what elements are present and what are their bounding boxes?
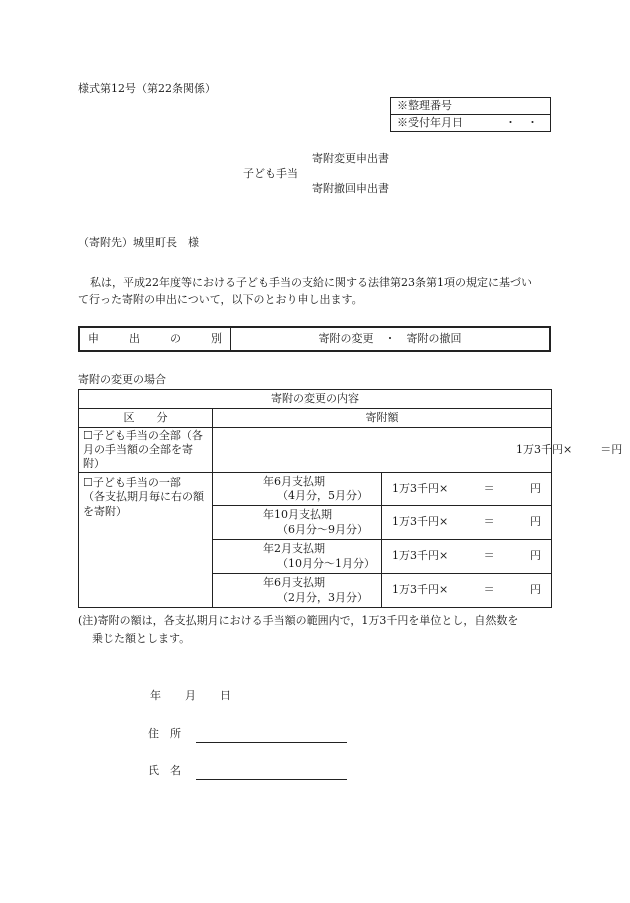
period-name: 年6月支払期 [263, 576, 325, 590]
period-amount-cell[interactable] [382, 473, 552, 506]
period-amount-text: 1万3千円× [392, 515, 449, 529]
label-char: 申 [88, 331, 99, 345]
period-months: （4月分，5月分） [277, 489, 368, 502]
col-header-category: 区 分 [79, 409, 213, 428]
change-details-table [78, 389, 623, 608]
form-number: 様式第12号（第22条関係） [78, 82, 216, 95]
option-full-line1: ☐子ども手当の全部（各 [83, 428, 203, 442]
yen-unit: 円 [530, 481, 542, 495]
option-full-cell[interactable] [79, 428, 213, 473]
body-text-line2: て行った寄附の申出について，以下のとおり申し出ます。 [78, 293, 363, 306]
section-heading: 寄附の変更の場合 [78, 373, 166, 386]
title-change: 寄附変更申出書 [312, 152, 389, 165]
yen-unit: 円 [611, 442, 623, 456]
period-amount-text: 1万3千円× [392, 549, 449, 563]
period-months: （2月分，3月分） [277, 590, 368, 604]
period-amount-cell[interactable] [382, 506, 552, 540]
address-label: 住 所 [148, 727, 181, 740]
period-amount-cell[interactable] [382, 540, 552, 574]
reference-number-label: ※整理番号 [391, 98, 551, 115]
addressee: （寄附先）城里町長 様 [78, 236, 199, 249]
table-title: 寄附の変更の内容 [79, 390, 552, 409]
yen-unit: 円 [530, 549, 542, 563]
date-month-label: 月 [185, 689, 196, 702]
option-partial-line1: ☐子ども手当の一部 [83, 476, 181, 489]
period-months: （6月分～9月分） [277, 522, 368, 536]
date-year-label: 年 [150, 689, 161, 702]
period-cell [213, 574, 382, 608]
period-name: 年10月支払期 [263, 508, 332, 522]
equals-sign: ＝ [483, 583, 495, 597]
name-label: 氏 名 [148, 764, 181, 777]
reference-box [390, 97, 551, 132]
request-type-box [78, 326, 551, 352]
label-char: の [170, 331, 181, 345]
yen-unit: 円 [530, 583, 542, 597]
period-cell [213, 506, 382, 540]
period-amount-cell[interactable] [382, 574, 552, 608]
received-date-cell [391, 115, 551, 132]
period-cell [213, 473, 382, 506]
yen-unit: 円 [530, 515, 542, 529]
period-amount-text: 1万3千円× [392, 481, 449, 495]
body-text-line1: 私は，平成22年度等における子ども手当の支給に関する法律第23条第1項の規定に基づい [90, 276, 532, 289]
address-input-line[interactable] [196, 742, 347, 743]
name-input-line[interactable] [196, 779, 347, 780]
received-date-label: ※受付年月日 [397, 115, 463, 129]
period-cell [213, 540, 382, 574]
period-months: （10月分～1月分） [277, 556, 375, 570]
equals-sign: ＝ [483, 549, 495, 563]
full-amount-cell[interactable] [213, 428, 623, 473]
label-char: 出 [129, 331, 140, 345]
option-partial-line2: （各支払期月毎に右の額 [83, 490, 204, 504]
label-char: 別 [211, 331, 222, 345]
equals-sign: ＝ [483, 481, 495, 495]
option-partial-cell[interactable] [79, 473, 213, 608]
title-prefix: 子ども手当 [243, 167, 298, 180]
request-type-label [79, 327, 231, 351]
option-full-line3: 附） [83, 457, 105, 471]
period-name: 年2月支払期 [263, 542, 325, 556]
note-line1: (注)寄附の額は，各支払期月における手当額の範囲内で，1万3千円を単位とし，自然数を [78, 614, 519, 627]
period-amount-text: 1万3千円× [392, 583, 449, 597]
request-type-options[interactable]: 寄附の変更 ・ 寄附の撤回 [318, 331, 462, 345]
received-date-dots: ・ ・ [505, 115, 538, 129]
option-full-line2: 月の手当額の全部を寄 [83, 442, 193, 456]
note-line2: 乗じた額とします。 [92, 632, 191, 645]
equals-sign: ＝ [600, 442, 612, 456]
date-day-label: 日 [220, 689, 231, 702]
col-header-amount: 寄附額 [213, 409, 552, 428]
title-withdraw: 寄附撤回申出書 [312, 182, 389, 195]
equals-sign: ＝ [483, 515, 495, 529]
option-partial-line3: を寄附） [83, 504, 127, 518]
period-name: 年6月支払期 [263, 474, 325, 488]
full-amount-text: 1万3千円× [516, 442, 573, 456]
